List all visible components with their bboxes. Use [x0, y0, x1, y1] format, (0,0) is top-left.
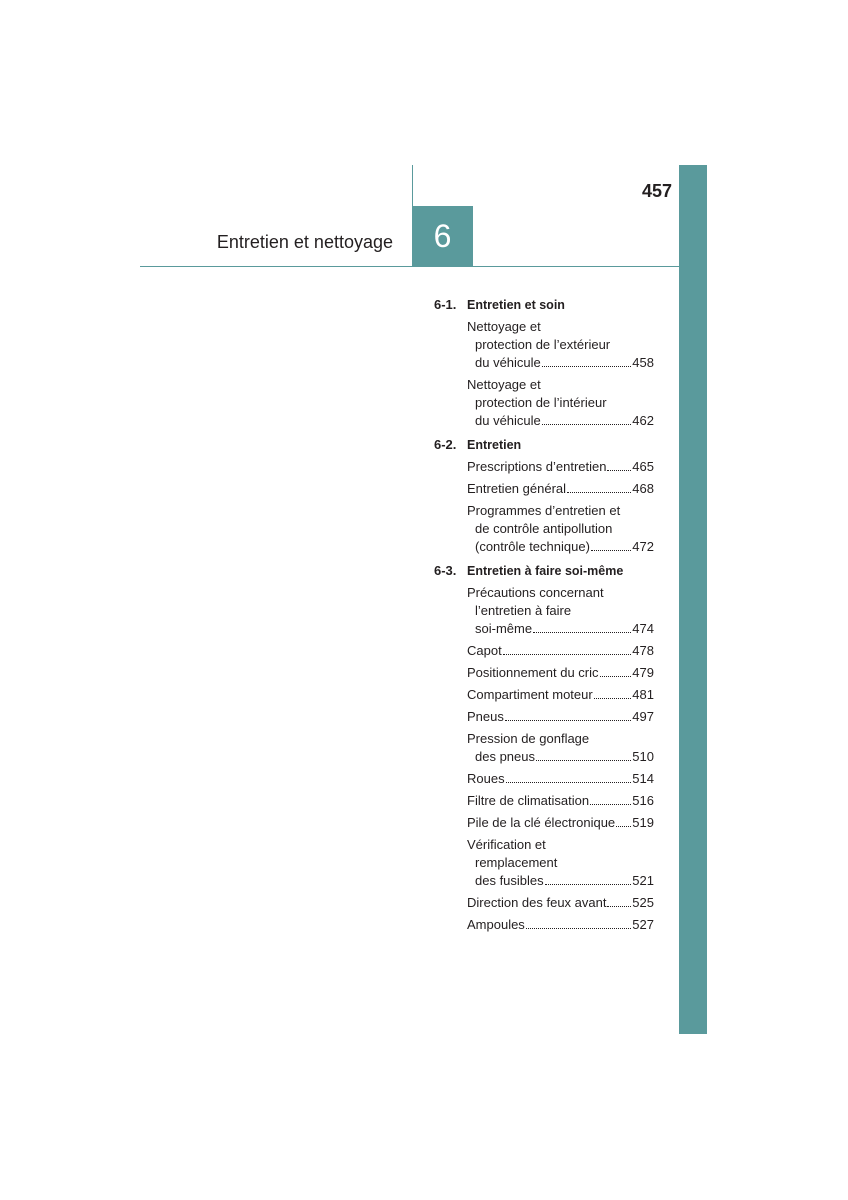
toc-entry[interactable]	[467, 834, 654, 892]
toc-entry[interactable]	[467, 768, 654, 790]
entry-title-line: l’entretien à faire	[475, 603, 572, 618]
dot-leader	[607, 906, 631, 907]
header-vertical-rule	[412, 165, 413, 207]
toc-entry[interactable]	[467, 316, 654, 374]
entry-page-number: 458	[632, 355, 654, 370]
entry-title-line: Ampoules	[467, 917, 525, 932]
entry-title-line: Pneus	[467, 709, 504, 724]
dot-leader	[545, 884, 632, 885]
section-number: 6-1.	[434, 297, 457, 312]
entry-title-line: Entretien général	[467, 481, 567, 496]
entry-page-number: 516	[632, 793, 654, 808]
entry-title-line: Direction des feux avant	[467, 895, 607, 910]
entry-page-number: 519	[632, 815, 654, 830]
toc-entry[interactable]	[467, 478, 654, 500]
entry-title-line: Prescriptions d’entretien	[467, 459, 607, 474]
dot-leader	[591, 550, 631, 551]
dot-leader	[567, 492, 631, 493]
entry-page-number: 479	[632, 665, 654, 680]
header-horizontal-rule	[140, 266, 680, 267]
entry-page-number: 472	[632, 539, 654, 554]
toc-entry[interactable]	[467, 892, 654, 914]
entry-title-line: des pneus	[475, 749, 535, 764]
entry-title-line: des fusibles	[475, 873, 544, 888]
toc-section-heading	[434, 434, 654, 456]
toc-entry[interactable]	[467, 500, 654, 558]
page-number: 457	[641, 181, 672, 201]
dot-leader	[542, 366, 632, 367]
dot-leader	[542, 424, 632, 425]
dot-leader	[533, 632, 631, 633]
entry-title-line: du véhicule	[475, 355, 541, 370]
section-number: 6-3.	[434, 563, 457, 578]
toc-entry[interactable]	[467, 684, 654, 706]
toc-entry[interactable]	[467, 640, 654, 662]
table-of-contents	[434, 294, 654, 936]
entry-page-number: 462	[632, 413, 654, 428]
dot-leader	[590, 804, 631, 805]
toc-entry[interactable]	[467, 456, 654, 478]
chapter-title: Entretien et nettoyage	[216, 232, 393, 252]
entry-page-number: 510	[632, 749, 654, 764]
entry-page-number: 474	[632, 621, 654, 636]
chapter-number-box	[412, 206, 473, 266]
entry-page-number: 478	[632, 643, 654, 658]
entry-title-line: Pression de gonflage	[467, 731, 590, 746]
toc-entry[interactable]	[467, 728, 654, 768]
entry-page-number: 468	[632, 481, 654, 496]
entry-title-line: de contrôle antipollution	[475, 521, 613, 536]
entry-title-line: protection de l’intérieur	[475, 395, 607, 410]
dot-leader	[616, 826, 631, 827]
toc-section-heading	[434, 560, 654, 582]
dot-leader	[505, 720, 631, 721]
dot-leader	[536, 760, 631, 761]
entry-title-line: Positionnement du cric	[467, 665, 599, 680]
entry-page-number: 481	[632, 687, 654, 702]
entry-title-line: Nettoyage et	[467, 377, 541, 392]
entry-title-line: Filtre de climatisation	[467, 793, 590, 808]
entry-title-line: remplacement	[475, 855, 558, 870]
dot-leader	[607, 470, 631, 471]
toc-entry[interactable]	[467, 706, 654, 728]
section-number: 6-2.	[434, 437, 457, 452]
entry-page-number: 514	[632, 771, 654, 786]
dot-leader	[594, 698, 632, 699]
entry-title-line: Capot	[467, 643, 502, 658]
toc-entry[interactable]	[467, 790, 654, 812]
entry-title-line: Compartiment moteur	[467, 687, 593, 702]
entry-title-line: Pile de la clé électronique	[467, 815, 616, 830]
entry-page-number: 521	[632, 873, 654, 888]
entry-page-number: 497	[632, 709, 654, 724]
entry-title-line: Roues	[467, 771, 505, 786]
dot-leader	[503, 654, 632, 655]
chapter-number: 6	[433, 218, 452, 254]
entry-title-line: Vérification et	[467, 837, 546, 852]
entry-title-line: Nettoyage et	[467, 319, 541, 334]
toc-entry[interactable]	[467, 914, 654, 936]
entry-title-line: (contrôle technique)	[475, 539, 590, 554]
dot-leader	[506, 782, 632, 783]
entry-title-line: du véhicule	[475, 413, 541, 428]
section-title: Entretien	[467, 438, 522, 452]
dot-leader	[526, 928, 631, 929]
toc-entry[interactable]	[467, 582, 654, 640]
toc-entry[interactable]	[467, 812, 654, 834]
toc-section-heading	[434, 294, 654, 316]
dot-leader	[600, 676, 632, 677]
toc-entry[interactable]	[467, 374, 654, 432]
entry-title-line: Précautions concernant	[467, 585, 604, 600]
entry-page-number: 465	[632, 459, 654, 474]
entry-title-line: protection de l’extérieur	[475, 337, 611, 352]
entry-title-line: soi-même	[475, 621, 533, 636]
chapter-side-tab	[679, 165, 707, 1034]
entry-title-line: Programmes d’entretien et	[467, 503, 621, 518]
entry-page-number: 525	[632, 895, 654, 910]
section-title: Entretien et soin	[467, 298, 565, 312]
section-title: Entretien à faire soi-même	[467, 564, 624, 578]
entry-page-number: 527	[632, 917, 654, 932]
toc-entry[interactable]	[467, 662, 654, 684]
